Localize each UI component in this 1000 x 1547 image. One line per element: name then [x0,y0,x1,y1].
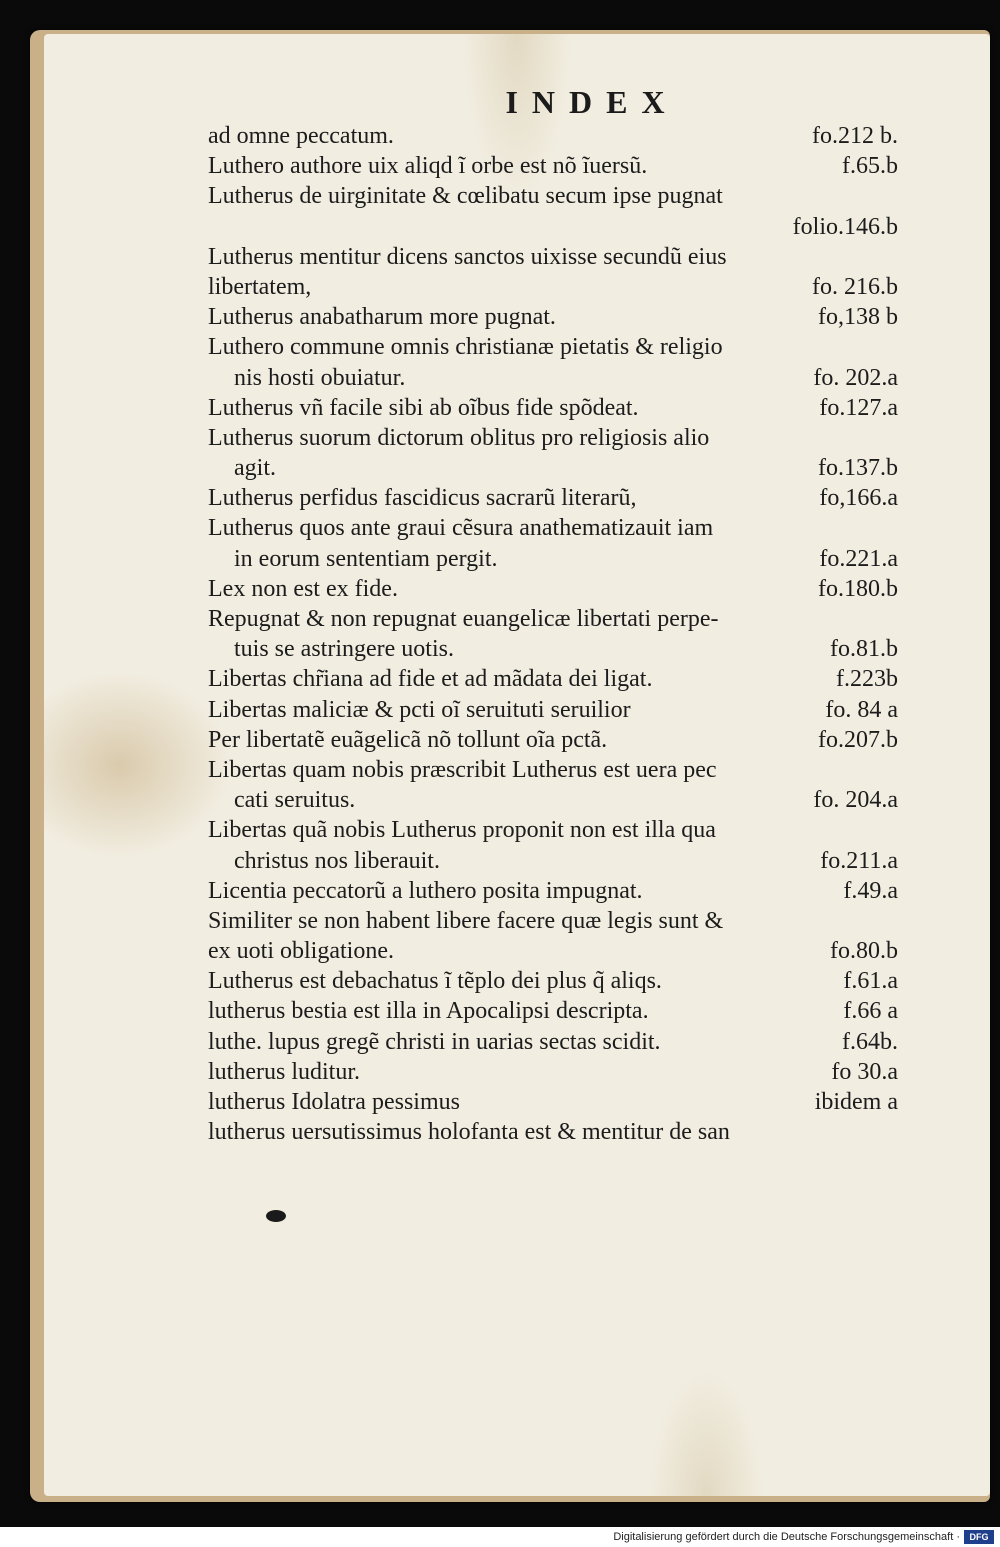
entry-folio-reference: fo. 204.a [813,787,898,814]
entry-text: Lutherus est debachatus ĩ tẽplo dei plus q̃ aliqs. [208,968,662,995]
index-entry [208,332,898,362]
entry-text: ad omne peccatum. [208,123,394,149]
index-entry [208,453,898,483]
entry-folio-reference: f.223b [836,666,898,693]
funding-notice: Digitalisierung gefördert durch die Deutsche Forschungsgemeinschaft · [613,1531,960,1543]
index-entry [208,906,898,936]
entry-folio-reference: fo,138 b [818,304,898,331]
entry-text: Lutherus quos ante graui cẽsura anathematizauit iam [208,515,714,542]
entry-text: Libertas quam nobis præscribit Lutherus est uera pec [208,756,717,783]
index-entry [208,181,898,211]
entry-folio-reference: folio.146.b [792,213,898,240]
index-entry [208,725,898,755]
ink-blot [266,1210,286,1222]
index-entry [208,212,898,242]
entry-folio-reference: fo.81.b [830,636,898,663]
entry-text: lutherus bestia est illa in Apocalipsi descripta. [208,998,649,1025]
index-entry [208,151,898,181]
index-entry [208,272,898,302]
entry-text: ex uoti obligatione. [208,938,394,965]
index-entry [208,695,898,725]
entry-text: libertatem, [208,273,312,300]
index-entry [208,785,898,815]
entry-folio-reference: fo.221.a [819,545,898,572]
index-entry [208,876,898,906]
entry-text: christus nos liberauit. [234,847,440,874]
entry-text: Libertas chr̃iana ad fide et ad mãdata dei ligat. [208,666,653,693]
entry-text: lutherus uersutissimus holofanta est & mentitur de san [208,1119,730,1146]
entry-folio-reference: fo.207.b [818,726,898,753]
index-entry [208,423,898,453]
entry-folio-reference: fo.80.b [830,938,898,965]
entry-folio-reference: fo. 84 a [825,696,898,723]
index-entry [208,242,898,272]
entry-text: cati seruitus. [234,787,356,814]
entry-text: luthe. lupus gregẽ christi in uarias sectas scidit. [208,1028,661,1055]
index-entry [208,1117,898,1147]
index-entry [208,664,898,694]
entry-text: Luthero commune omnis christianæ pietatis & religio [208,334,723,361]
entry-folio-reference: fo. 216.b [812,273,898,300]
entry-folio-reference: f.66 a [843,998,898,1025]
entry-text: tuis se astringere uotis. [234,636,454,663]
entry-text: Luthero authore uix aliqd ĩ orbe est nõ ĩuersũ. [208,153,648,180]
entry-folio-reference: f.49.a [843,877,898,904]
entry-folio-reference: ibidem a [814,1089,898,1115]
index-entry [208,1087,898,1117]
entry-text: Lutherus anabatharum more pugnat. [208,304,556,331]
entry-folio-reference: fo,166.a [819,485,898,512]
index-entry [208,363,898,393]
index-entry [208,846,898,876]
index-entry [208,634,898,664]
entry-text: Lutherus mentitur dicens sanctos uixisse secundũ eius [208,243,727,270]
index-entries [208,121,898,1147]
entry-text: Lutherus de uirginitate & cœlibatu secum ipse pugnat [208,183,723,210]
entry-folio-reference: fo.180.b [818,575,898,602]
entry-text: Similiter se non habent libere facere quæ legis sunt & [208,907,724,934]
index-entry [208,604,898,634]
entry-text: Libertas quã nobis Lutherus proponit non est illa qua [208,817,716,844]
index-entry [208,574,898,604]
index-entry [208,1057,898,1087]
dfg-logo: DFG [964,1530,994,1544]
index-entry [208,302,898,332]
entry-text: Per libertatẽ euãgelicã nõ tollunt oĩa pctã. [208,726,608,753]
index-entry [208,121,898,151]
index-entry [208,513,898,543]
entry-text: Lutherus vñ facile sibi ab oĩbus fide spõdeat. [208,394,639,421]
entry-folio-reference: f.61.a [843,968,898,995]
entry-text: Libertas maliciæ & pcti oĩ seruituti seruilior [208,696,631,723]
index-entry [208,966,898,996]
page-heading: INDEX [505,84,679,120]
entry-text: Repugnat & non repugnat euangelicæ libertati perpe- [208,606,719,632]
index-entry [208,936,898,966]
entry-folio-reference: fo.127.a [819,394,898,421]
entry-text: Lutherus suorum dictorum oblitus pro religiosis alio [208,424,710,451]
digitization-footer [0,1527,1000,1547]
entry-text: agit. [234,455,276,482]
entry-folio-reference: f.64b. [842,1028,898,1055]
entry-text: nis hosti obuiatur. [234,364,406,391]
entry-folio-reference: fo. 202.a [813,364,898,391]
entry-text: lutherus Idolatra pessimus [208,1089,460,1115]
entry-text: Lex non est ex fide. [208,575,398,602]
entry-folio-reference: fo.211.a [820,847,898,874]
entry-folio-reference: fo.137.b [818,455,898,482]
entry-folio-reference: fo 30.a [831,1058,898,1085]
entry-text: Licentia peccatorũ a luthero posita impugnat. [208,877,643,904]
entry-folio-reference: f.65.b [842,153,898,180]
entry-text: in eorum sententiam pergit. [234,545,498,572]
index-entry [208,815,898,845]
index-entry [208,1027,898,1057]
index-entry [208,393,898,423]
index-entry [208,544,898,574]
entry-text: lutherus luditur. [208,1058,360,1085]
entry-folio-reference: fo.212 b. [812,123,898,149]
entry-text: Lutherus perfidus fascidicus sacrarũ literarũ, [208,485,637,512]
index-entry [208,483,898,513]
index-entry [208,755,898,785]
index-entry [208,996,898,1026]
